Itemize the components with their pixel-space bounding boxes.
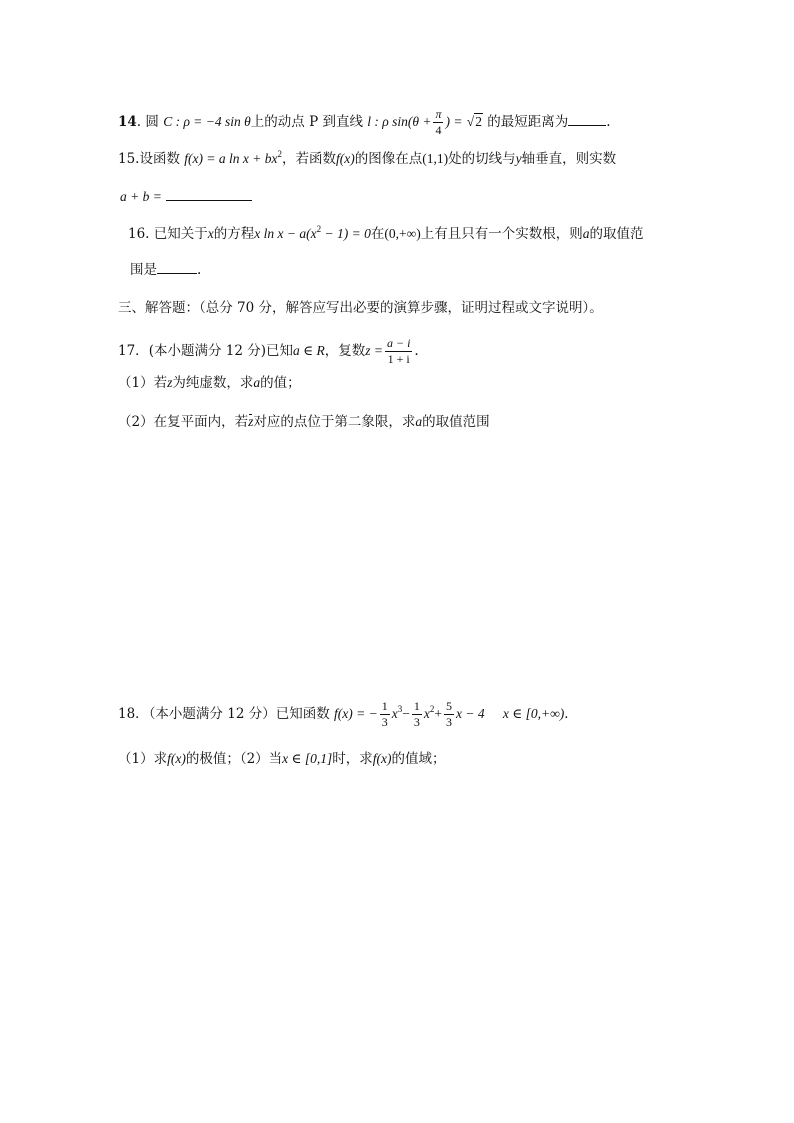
- math-expression: ) =: [445, 114, 463, 130]
- math-expression: f(x): [335, 151, 355, 166]
- fraction: $\frac{5}{3}$: [445, 699, 452, 730]
- answer-blank: [568, 125, 606, 126]
- question-15-answer-line: [120, 190, 252, 205]
- question-number: 14: [118, 114, 137, 131]
- question-17-part-1: （1）若z为纯虚数，求a的值；: [118, 375, 301, 391]
- question-text: 的图像在点: [354, 151, 423, 167]
- question-text: ，若函数: [281, 151, 336, 167]
- question-16-line-2: 围是 .: [130, 262, 202, 278]
- math-expression: z =: [365, 343, 383, 359]
- section-heading: 三、解答题：（总分 70 分，解答应写出必要的演算步骤，证明过程或文字说明）。: [118, 300, 603, 316]
- question-number: 16.: [128, 226, 150, 242]
- math-expression: a + b =: [120, 189, 162, 204]
- conjugate-z: z: [248, 414, 254, 429]
- math-expression: l : ρ sin(θ +: [367, 114, 432, 130]
- question-number: 15.: [118, 151, 140, 167]
- question-text: 的取值范: [589, 226, 644, 242]
- question-text: 处的切线与: [448, 151, 516, 167]
- question-18: 18．（本小题满分 12 分）已知函数 f(x) = − $\frac{1}{3}$ $x^3-$ $\frac{1}{3}$ $x^2+$ $\frac{5}{3}$ x − 4 x ∈ [0,+∞)．: [118, 699, 578, 730]
- fraction: $\frac{1}{3}$: [413, 699, 420, 730]
- math-expression: x ∈ [0,+∞): [502, 706, 565, 722]
- question-text: 圆: [145, 114, 159, 131]
- question-14: 14. 圆 C : ρ = −4 sin θ上的动点 P 到直线 l : ρ sin(θ + $\frac{\pi}{4}$ ) = √2 的最短距离为 .: [118, 107, 611, 138]
- question-text: 的方程: [213, 226, 255, 242]
- fraction: $\frac{a - i}{1 + i}$: [386, 336, 411, 367]
- fraction: $\frac{\pi}{4}$: [435, 107, 442, 138]
- question-text: 上的动点 P 到直线: [250, 114, 363, 131]
- answer-blank: [157, 273, 197, 274]
- answer-blank: [166, 200, 252, 201]
- math-expression: a ∈ R: [292, 343, 325, 359]
- question-text: (本小题满分 12 分)已知: [148, 343, 293, 360]
- question-text: ，复数: [324, 343, 366, 360]
- sqrt-argument: 2: [475, 114, 482, 130]
- question-text: 轴垂直，则实数: [521, 151, 617, 167]
- question-text: 上有且只有一个实数根，则: [420, 226, 583, 242]
- fraction: $\frac{1}{3}$: [381, 699, 388, 730]
- question-number: 18．: [118, 706, 149, 723]
- question-text: 设函数: [139, 151, 180, 167]
- question-16: 16. 已知关于x的方程x $\ln x - a(x^2 - 1) = 0$在(0,+∞)上有且只有一个实数根，则a的取值范: [128, 224, 644, 242]
- question-text: （本小题满分 12 分）已知函数: [148, 706, 330, 723]
- math-expression: x ln x − a(x: [254, 226, 317, 241]
- question-18-parts: （1）求f(x)的极值；（2）当x ∈ [0,1]时，求f(x)的值域；: [118, 751, 446, 767]
- math-expression: C : ρ = −4 sin θ: [163, 114, 251, 130]
- math-expression: f(x) = −: [334, 706, 378, 722]
- question-number: 17．: [118, 343, 149, 360]
- question-15: 15.设函数 f(x) = a $\ln x + bx^2$，若函数f(x)的图像在点(1,1)处的切线与y轴垂直，则实数: [118, 149, 617, 167]
- question-text: 在: [370, 226, 385, 242]
- math-expression: (1,1): [422, 151, 449, 166]
- question-text: 已知关于: [153, 226, 208, 242]
- question-17: 17．(本小题满分 12 分)已知a ∈ R，复数z = $\frac{a - i}{1 + i}$ .: [118, 336, 419, 367]
- math-expression: f(x) = a ln x + bx: [184, 151, 278, 166]
- question-17-part-2: （2）在复平面内，若z对应的点位于第二象限，求a的取值范围: [118, 414, 490, 430]
- question-text: 围是: [130, 262, 157, 278]
- math-expression: (0,+∞): [384, 226, 421, 241]
- question-text: 的最短距离为: [487, 114, 569, 131]
